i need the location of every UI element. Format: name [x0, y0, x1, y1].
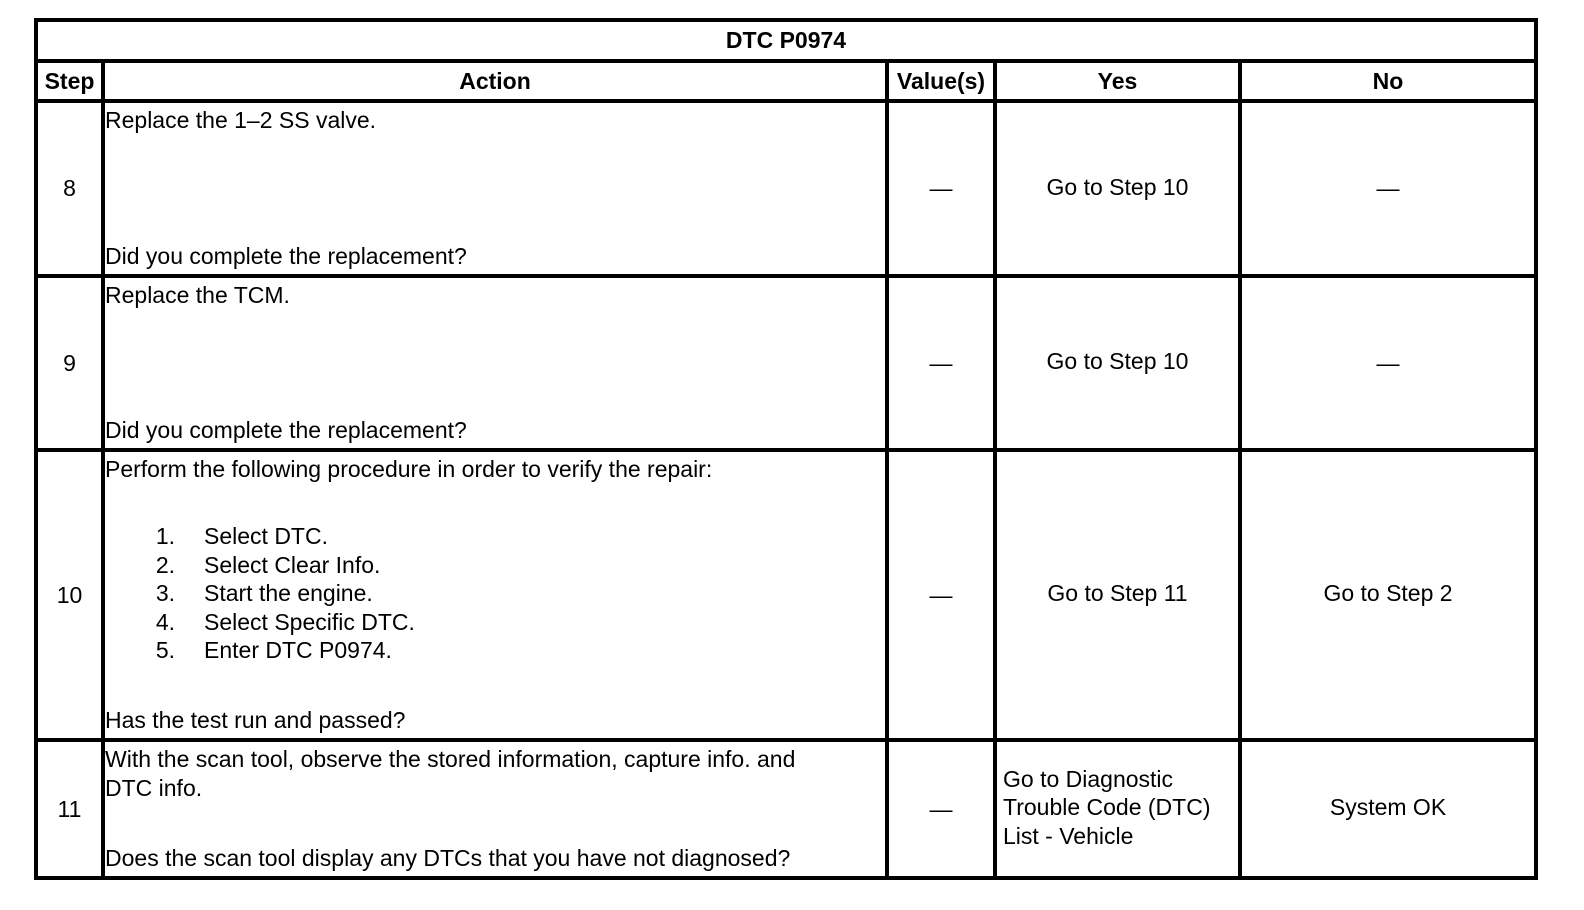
- list-text: Select Specific DTC.: [204, 608, 415, 635]
- action-question: Did you complete the replacement?: [105, 243, 467, 269]
- no-cell: [1240, 450, 1536, 740]
- step-number: 8: [36, 101, 103, 276]
- action-question: Has the test run and passed?: [105, 707, 406, 733]
- table-title: DTC P0974: [36, 20, 1536, 61]
- yes-cell: [995, 450, 1240, 740]
- no-result: System OK: [1329, 794, 1447, 820]
- list-item: [105, 579, 885, 608]
- value-cell: —: [887, 740, 995, 878]
- list-text: Select DTC.: [204, 523, 328, 549]
- dtc-table: [34, 18, 1538, 880]
- action-instruction: Replace the 1–2 SS valve.: [105, 107, 377, 133]
- yes-cell: [995, 740, 1240, 878]
- list-text: Start the engine.: [204, 580, 373, 606]
- no-cell: [1240, 101, 1536, 276]
- yes-result: Go to Step 10: [1046, 348, 1189, 374]
- action-cell: [103, 276, 887, 450]
- yes-cell: [995, 276, 1240, 450]
- list-number: 5.: [155, 637, 175, 663]
- list-item: [105, 551, 885, 580]
- value-cell: —: [887, 450, 995, 740]
- no-result: Go to Step 2: [1323, 580, 1453, 606]
- no-cell: [1240, 276, 1536, 450]
- step-number: 11: [36, 740, 103, 878]
- table-row: [36, 740, 1536, 878]
- value-cell: —: [887, 101, 995, 276]
- action-instruction: With the scan tool, observe the stored information, capture info. and: [105, 746, 796, 772]
- header-yes: Yes: [995, 61, 1240, 101]
- list-item: [105, 636, 885, 665]
- action-question: Did you complete the replacement?: [105, 417, 467, 443]
- yes-link-line: Go to Diagnostic: [1003, 765, 1174, 792]
- list-number: 4.: [155, 608, 175, 635]
- yes-link-line: List - Vehicle: [1003, 822, 1134, 849]
- table-row: [36, 101, 1536, 276]
- action-instruction: Perform the following procedure in order to verify the repair:: [105, 456, 713, 482]
- action-cell: [103, 740, 887, 878]
- no-cell: [1240, 740, 1536, 878]
- no-result: —: [1376, 175, 1400, 201]
- header-action: Action: [103, 61, 887, 101]
- list-number: 2.: [155, 551, 175, 578]
- procedure-list: [105, 522, 885, 665]
- list-text: Select Clear Info.: [204, 551, 381, 578]
- yes-link-line: Trouble Code (DTC): [1003, 794, 1211, 821]
- header-step: Step: [36, 61, 103, 101]
- action-instruction: Replace the TCM.: [105, 282, 290, 308]
- action-cell: [103, 450, 887, 740]
- list-item: [105, 608, 885, 637]
- list-number: 3.: [155, 580, 175, 606]
- list-number: 1.: [155, 523, 175, 549]
- table-row: [36, 276, 1536, 450]
- table-row: [36, 450, 1536, 740]
- header-values: Value(s): [887, 61, 995, 101]
- yes-result: Go to Step 10: [1046, 173, 1189, 200]
- header-no: No: [1240, 61, 1536, 101]
- no-result: —: [1376, 349, 1400, 376]
- yes-cell: [995, 101, 1240, 276]
- value-cell: —: [887, 276, 995, 450]
- yes-result: Go to Step 11: [1047, 580, 1188, 606]
- step-number: 9: [36, 276, 103, 450]
- action-cell: [103, 101, 887, 276]
- list-text: Enter DTC P0974.: [204, 637, 392, 663]
- step-number: 10: [36, 450, 103, 740]
- action-instruction-cont: DTC info.: [105, 775, 203, 801]
- action-question: Does the scan tool display any DTCs that you have not diagnosed?: [105, 845, 791, 871]
- list-item: [105, 522, 885, 551]
